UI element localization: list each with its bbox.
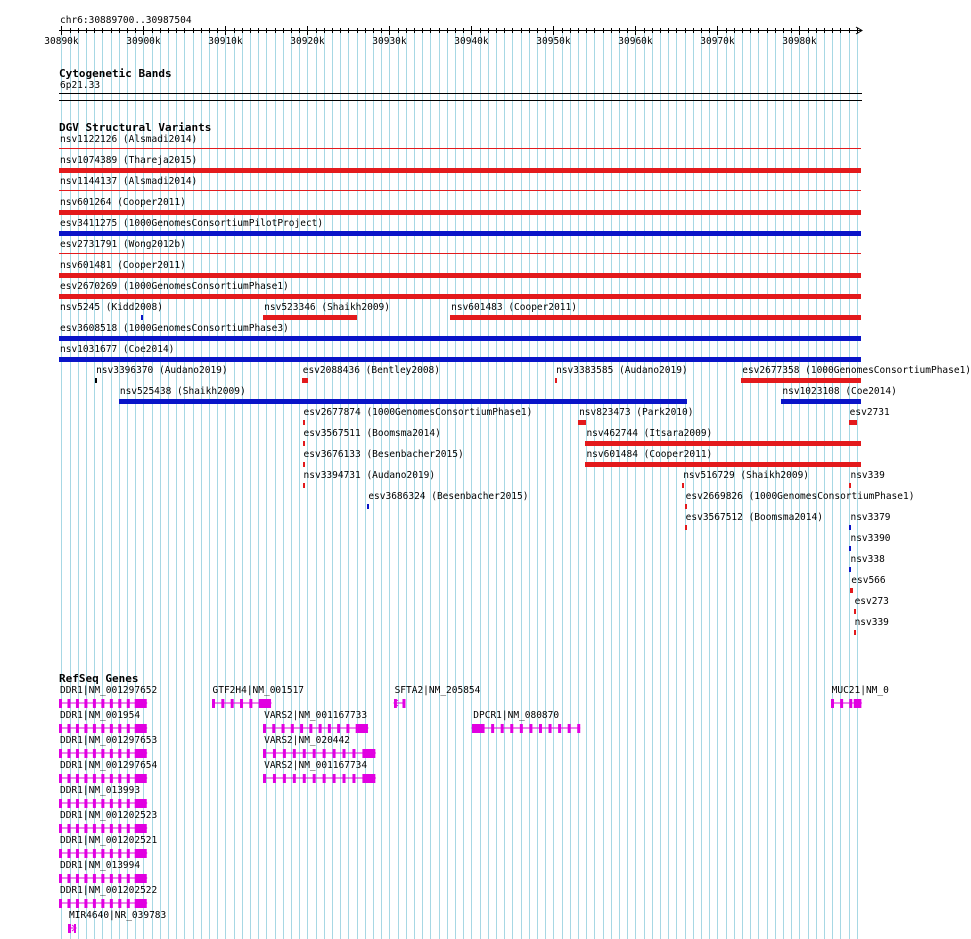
gene-exon bbox=[84, 899, 87, 908]
gene-exon bbox=[127, 874, 130, 883]
locus-label: chr6:30889700..30987504 bbox=[60, 15, 192, 26]
gene-exon bbox=[84, 749, 87, 758]
gene-exon bbox=[101, 724, 104, 733]
gene-exon bbox=[76, 749, 79, 758]
variant-label: nsv523346 (Shaikh2009) bbox=[264, 302, 391, 313]
gene-exon bbox=[93, 699, 96, 708]
cytogenetic-bands-title: Cytogenetic Bands bbox=[59, 67, 172, 80]
gene-exon bbox=[93, 724, 96, 733]
gene-exon bbox=[101, 774, 104, 783]
variant-bar[interactable] bbox=[119, 399, 687, 404]
gene-model[interactable] bbox=[472, 721, 582, 735]
variant-label: nsv462744 (Itsara2009) bbox=[586, 428, 713, 439]
gene-exon bbox=[347, 724, 350, 733]
variant-bar[interactable] bbox=[141, 315, 143, 320]
gene-exon bbox=[59, 724, 62, 733]
variant-bar[interactable] bbox=[303, 441, 305, 446]
gene-exon bbox=[118, 874, 121, 883]
gene-model[interactable] bbox=[59, 796, 149, 810]
variant-bar[interactable] bbox=[302, 378, 309, 383]
gene-exon bbox=[93, 774, 96, 783]
variant-bar[interactable] bbox=[585, 441, 861, 446]
variant-label: nsv3394731 (Audano2019) bbox=[303, 470, 436, 481]
variant-bar[interactable] bbox=[95, 378, 97, 383]
gene-exon bbox=[118, 899, 121, 908]
gene-label: DDR1|NM_001202522 bbox=[60, 885, 158, 896]
gene-exon bbox=[110, 899, 113, 908]
variant-bar[interactable] bbox=[854, 609, 856, 614]
gene-exon bbox=[59, 824, 62, 833]
gene-exon bbox=[127, 899, 130, 908]
gene-exon bbox=[539, 724, 542, 733]
variant-bar[interactable] bbox=[59, 190, 861, 191]
gene-exon bbox=[135, 699, 147, 708]
variant-label: nsv3383585 (Audano2019) bbox=[556, 365, 688, 376]
variant-bar[interactable] bbox=[59, 253, 861, 254]
variant-bar[interactable] bbox=[303, 483, 305, 488]
refseq-track-title: RefSeq Genes bbox=[59, 672, 139, 685]
gene-exon bbox=[291, 724, 294, 733]
variant-label: nsv338 bbox=[850, 554, 885, 565]
gene-label: VARS2|NM_020442 bbox=[264, 735, 350, 746]
gene-exon bbox=[135, 849, 147, 858]
gene-label: VARS2|NM_001167734 bbox=[264, 760, 368, 771]
gene-exon bbox=[76, 899, 79, 908]
gene-exon bbox=[303, 749, 306, 758]
variant-bar[interactable] bbox=[59, 210, 861, 215]
gene-exon bbox=[93, 799, 96, 808]
gene-exon bbox=[67, 799, 70, 808]
gene-exon bbox=[337, 724, 340, 733]
gene-label: MUC21|NM_0 bbox=[831, 685, 889, 696]
gene-exon bbox=[59, 699, 62, 708]
gene-exon bbox=[101, 899, 104, 908]
ruler-tick-label: 30960k bbox=[618, 36, 653, 47]
gene-exon bbox=[84, 824, 87, 833]
gene-exon bbox=[84, 724, 87, 733]
ruler-tick-label: 30910k bbox=[208, 36, 243, 47]
gene-exon bbox=[520, 724, 523, 733]
gene-exon bbox=[319, 724, 322, 733]
variant-bar[interactable] bbox=[59, 294, 861, 299]
gene-label: DDR1|NM_001297653 bbox=[60, 735, 158, 746]
gene-exon bbox=[59, 899, 62, 908]
gene-exon bbox=[118, 824, 121, 833]
gene-model[interactable] bbox=[59, 696, 149, 710]
gene-exon bbox=[364, 749, 376, 758]
variant-bar[interactable] bbox=[682, 483, 684, 488]
gene-exon bbox=[84, 699, 87, 708]
gene-exon bbox=[356, 724, 368, 733]
gene-exon bbox=[59, 874, 62, 883]
gene-exon bbox=[67, 724, 70, 733]
ruler-tick-label: 30920k bbox=[290, 36, 325, 47]
gene-exon bbox=[353, 774, 356, 783]
gene-exon bbox=[127, 774, 130, 783]
variant-bar[interactable] bbox=[367, 504, 369, 509]
variant-label: nsv601481 (Cooper2011) bbox=[60, 260, 186, 271]
gene-label: DPCR1|NM_080870 bbox=[473, 710, 560, 721]
gene-model[interactable] bbox=[59, 746, 149, 760]
variant-bar[interactable] bbox=[850, 588, 852, 593]
variant-label: esv2088436 (Bentley2008) bbox=[302, 365, 440, 376]
variant-bar[interactable] bbox=[849, 420, 857, 425]
gene-exon bbox=[501, 724, 504, 733]
gene-exon bbox=[76, 774, 79, 783]
gene-exon bbox=[293, 774, 296, 783]
variant-label: esv3411275 (1000GenomesConsortiumPilotProject) bbox=[60, 218, 324, 229]
gene-exon bbox=[263, 724, 266, 733]
gene-exon bbox=[328, 724, 331, 733]
gene-exon bbox=[283, 749, 286, 758]
gene-model[interactable] bbox=[59, 896, 149, 910]
gene-exon bbox=[59, 774, 62, 783]
gene-model[interactable] bbox=[263, 721, 370, 735]
gene-label: DDR1|NM_001202521 bbox=[60, 835, 158, 846]
variant-label: esv2670269 (1000GenomesConsortiumPhase1) bbox=[60, 281, 289, 292]
gene-model[interactable] bbox=[263, 746, 377, 760]
gene-exon bbox=[259, 699, 271, 708]
variant-label: nsv516729 (Shaikh2009) bbox=[683, 470, 810, 481]
gene-exon bbox=[300, 724, 303, 733]
variant-label: esv3608518 (1000GenomesConsortiumPhase3) bbox=[60, 323, 289, 334]
variant-bar[interactable] bbox=[849, 525, 851, 530]
gene-exon bbox=[343, 774, 346, 783]
variant-bar[interactable] bbox=[578, 420, 586, 425]
gene-model[interactable] bbox=[68, 921, 78, 935]
gene-exon bbox=[118, 774, 121, 783]
gene-exon bbox=[76, 874, 79, 883]
gene-exon bbox=[67, 849, 70, 858]
gene-exon bbox=[101, 849, 104, 858]
gene-exon bbox=[84, 874, 87, 883]
gene-exon bbox=[101, 824, 104, 833]
gene-exon bbox=[76, 799, 79, 808]
gene-label: GTF2H4|NM_001517 bbox=[212, 685, 305, 696]
cytoband-bar[interactable] bbox=[59, 93, 862, 94]
gene-exon bbox=[310, 724, 313, 733]
gene-exon bbox=[118, 749, 121, 758]
gene-exon bbox=[118, 799, 121, 808]
gene-exon bbox=[402, 699, 405, 708]
gene-exon bbox=[127, 849, 130, 858]
gene-model[interactable] bbox=[831, 696, 863, 710]
variant-bar[interactable] bbox=[849, 546, 851, 551]
gene-exon bbox=[67, 874, 70, 883]
variant-label: nsv339 bbox=[854, 617, 889, 628]
ruler-tick-label: 30950k bbox=[536, 36, 571, 47]
gene-exon bbox=[76, 824, 79, 833]
variant-label: esv3676133 (Besenbacher2015) bbox=[303, 449, 464, 460]
variant-label: esv566 bbox=[851, 575, 886, 586]
variant-bar[interactable] bbox=[59, 168, 861, 173]
gene-exon bbox=[263, 774, 266, 783]
variant-bar[interactable] bbox=[555, 378, 557, 383]
variant-bar[interactable] bbox=[685, 525, 687, 530]
gene-exon bbox=[558, 724, 561, 733]
variant-label: nsv601483 (Cooper2011) bbox=[451, 302, 577, 313]
variant-label: nsv5245 (Kidd2008) bbox=[60, 302, 163, 313]
gene-model[interactable] bbox=[59, 721, 149, 735]
variant-bar[interactable] bbox=[263, 315, 357, 320]
gene-exon bbox=[127, 749, 130, 758]
gene-exon bbox=[76, 849, 79, 858]
variant-label: esv2731 bbox=[849, 407, 890, 418]
gene-exon bbox=[84, 849, 87, 858]
gene-exon bbox=[76, 699, 79, 708]
gene-exon bbox=[135, 799, 147, 808]
gene-exon bbox=[84, 799, 87, 808]
gene-exon bbox=[364, 774, 376, 783]
gene-exon bbox=[323, 774, 326, 783]
gene-exon bbox=[849, 699, 852, 708]
ruler-tick-label: 30890k bbox=[44, 36, 79, 47]
gene-exon bbox=[84, 774, 87, 783]
gene-exon bbox=[283, 774, 286, 783]
gene-label: DDR1|NM_001297654 bbox=[60, 760, 158, 771]
variant-label: nsv3379 bbox=[850, 512, 891, 523]
gene-exon bbox=[313, 749, 316, 758]
variant-label: nsv1074389 (Thareja2015) bbox=[60, 155, 198, 166]
variant-label: nsv601264 (Cooper2011) bbox=[60, 197, 186, 208]
ruler-tick-label: 30970k bbox=[700, 36, 735, 47]
variant-label: esv273 bbox=[854, 596, 889, 607]
gene-exon bbox=[230, 699, 233, 708]
variant-label: nsv339 bbox=[850, 470, 885, 481]
gene-exon bbox=[110, 874, 113, 883]
ruler-tick-label: 30930k bbox=[372, 36, 407, 47]
gene-exon bbox=[67, 774, 70, 783]
gene-exon bbox=[59, 749, 62, 758]
variant-label: esv2677358 (1000GenomesConsortiumPhase1) bbox=[742, 365, 971, 376]
coordinate-ruler[interactable] bbox=[0, 0, 890, 60]
gene-exon bbox=[343, 749, 346, 758]
gene-exon bbox=[93, 874, 96, 883]
gene-model[interactable] bbox=[59, 871, 149, 885]
gene-exon bbox=[101, 799, 104, 808]
variant-label: nsv601484 (Cooper2011) bbox=[586, 449, 713, 460]
variant-bar[interactable] bbox=[59, 231, 861, 236]
gene-exon bbox=[282, 724, 285, 733]
gene-model[interactable] bbox=[59, 821, 149, 835]
variant-bar[interactable] bbox=[849, 567, 851, 572]
gene-exon bbox=[135, 774, 147, 783]
gene-model[interactable] bbox=[263, 771, 377, 785]
gene-label: SFTA2|NM_205854 bbox=[394, 685, 481, 696]
gene-exon bbox=[118, 849, 121, 858]
gene-exon bbox=[101, 699, 104, 708]
variant-label: nsv1122126 (Alsmadi2014) bbox=[60, 134, 198, 145]
gene-exon bbox=[263, 749, 266, 758]
variant-bar[interactable] bbox=[59, 357, 861, 362]
gene-exon bbox=[135, 749, 147, 758]
ruler-tick-label: 30940k bbox=[454, 36, 489, 47]
variant-label: esv3567511 (Boomsma2014) bbox=[303, 428, 441, 439]
gene-exon bbox=[333, 774, 336, 783]
gene-model[interactable] bbox=[59, 846, 149, 860]
gene-label: MIR4640|NR_039783 bbox=[69, 910, 167, 921]
gene-exon bbox=[313, 774, 316, 783]
gene-exon bbox=[110, 749, 113, 758]
gene-exon bbox=[76, 724, 79, 733]
gene-exon bbox=[110, 799, 113, 808]
variant-label: nsv1144137 (Alsmadi2014) bbox=[60, 176, 198, 187]
gene-exon bbox=[568, 724, 571, 733]
gene-exon bbox=[67, 699, 70, 708]
gene-exon bbox=[831, 699, 834, 708]
gene-exon bbox=[240, 699, 243, 708]
gene-model[interactable] bbox=[394, 696, 407, 710]
gene-exon bbox=[273, 749, 276, 758]
ruler-tick-label: 30900k bbox=[126, 36, 161, 47]
gene-exon bbox=[118, 724, 121, 733]
ruler-tick-label: 30980k bbox=[782, 36, 817, 47]
gene-exon bbox=[93, 749, 96, 758]
gene-label: DDR1|NM_013993 bbox=[60, 785, 141, 796]
variant-label: nsv1023108 (Coe2014) bbox=[782, 386, 897, 397]
variant-bar[interactable] bbox=[854, 630, 856, 635]
gene-exon bbox=[110, 824, 113, 833]
variant-bar[interactable] bbox=[303, 462, 305, 467]
gene-exon bbox=[135, 724, 147, 733]
gene-exon bbox=[110, 849, 113, 858]
gene-exon bbox=[273, 774, 276, 783]
gene-exon bbox=[549, 724, 552, 733]
gene-exon bbox=[511, 724, 514, 733]
gene-model[interactable] bbox=[59, 771, 149, 785]
variant-label: esv3567512 (Boomsma2014) bbox=[685, 512, 823, 523]
gene-model[interactable] bbox=[212, 696, 273, 710]
cytoband-label: 6p21.33 bbox=[60, 80, 101, 91]
gene-label: DDR1|NM_001202523 bbox=[60, 810, 158, 821]
gene-label: DDR1|NM_001954 bbox=[60, 710, 141, 721]
variant-label: nsv3396370 (Audano2019) bbox=[96, 365, 228, 376]
gene-exon bbox=[127, 799, 130, 808]
gene-exon bbox=[135, 874, 147, 883]
gene-exon bbox=[249, 699, 252, 708]
gene-exon bbox=[482, 724, 485, 733]
gene-exon bbox=[127, 699, 130, 708]
gene-exon bbox=[67, 899, 70, 908]
gene-exon bbox=[93, 849, 96, 858]
gene-exon bbox=[101, 874, 104, 883]
dgv-track-title: DGV Structural Variants bbox=[59, 121, 212, 134]
variant-bar[interactable] bbox=[781, 399, 861, 404]
gene-exon bbox=[118, 699, 121, 708]
gene-exon bbox=[293, 749, 296, 758]
gene-label: DDR1|NM_013994 bbox=[60, 860, 141, 871]
variant-bar[interactable] bbox=[59, 148, 861, 149]
gene-exon bbox=[59, 799, 62, 808]
variant-label: esv2731791 (Wong2012b) bbox=[60, 239, 186, 250]
variant-label: nsv1031677 (Coe2014) bbox=[60, 344, 175, 355]
gene-exon bbox=[93, 899, 96, 908]
gene-exon bbox=[135, 899, 147, 908]
variant-label: esv2669826 (1000GenomesConsortiumPhase1) bbox=[685, 491, 915, 502]
variant-label: esv3686324 (Besenbacher2015) bbox=[368, 491, 529, 502]
variant-bar[interactable] bbox=[685, 504, 687, 509]
variant-bar[interactable] bbox=[741, 378, 861, 383]
variant-bar[interactable] bbox=[59, 336, 861, 341]
gene-exon bbox=[110, 774, 113, 783]
variant-label: esv2677874 (1000GenomesConsortiumPhase1) bbox=[303, 407, 533, 418]
gene-exon bbox=[68, 924, 71, 933]
gene-exon bbox=[67, 749, 70, 758]
variant-label: nsv3390 bbox=[850, 533, 891, 544]
variant-bar[interactable] bbox=[585, 462, 861, 467]
gene-exon bbox=[323, 749, 326, 758]
gene-exon bbox=[221, 699, 224, 708]
gene-exon bbox=[840, 699, 843, 708]
gene-exon bbox=[67, 824, 70, 833]
gene-exon bbox=[303, 774, 306, 783]
gene-exon bbox=[110, 724, 113, 733]
track-divider bbox=[59, 100, 862, 101]
gene-exon bbox=[127, 824, 130, 833]
gene-exon bbox=[127, 724, 130, 733]
variant-bar[interactable] bbox=[450, 315, 861, 320]
gene-exon bbox=[110, 699, 113, 708]
gene-exon bbox=[93, 824, 96, 833]
gene-exon bbox=[135, 824, 147, 833]
gene-exon bbox=[333, 749, 336, 758]
gene-exon bbox=[353, 749, 356, 758]
gene-label: DDR1|NM_001297652 bbox=[60, 685, 158, 696]
gene-exon bbox=[272, 724, 275, 733]
gene-exon bbox=[101, 749, 104, 758]
gene-exon bbox=[59, 849, 62, 858]
variant-label: nsv525438 (Shaikh2009) bbox=[119, 386, 246, 397]
gene-exon bbox=[530, 724, 533, 733]
gene-exon bbox=[212, 699, 215, 708]
gene-exon bbox=[578, 724, 581, 733]
variant-bar[interactable] bbox=[59, 273, 861, 278]
gene-label: VARS2|NM_001167733 bbox=[264, 710, 368, 721]
variant-bar[interactable] bbox=[849, 483, 851, 488]
variant-bar[interactable] bbox=[303, 420, 305, 425]
gene-exon bbox=[491, 724, 494, 733]
variant-label: nsv823473 (Park2010) bbox=[579, 407, 694, 418]
